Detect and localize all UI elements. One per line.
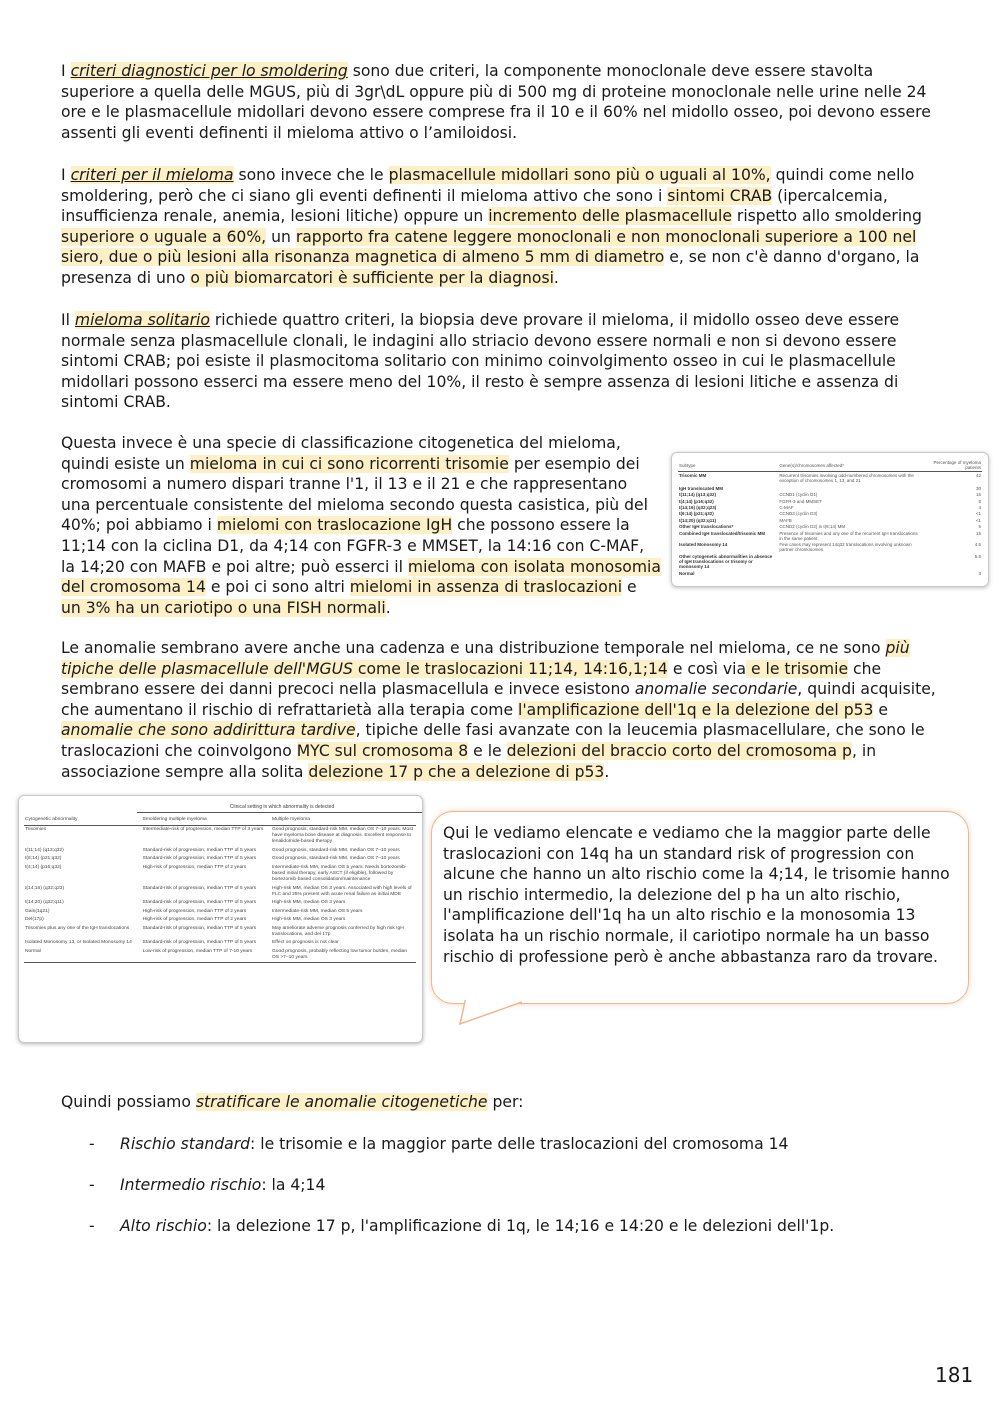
highlight-span: rapporto fra catene leggere monoclonali e non monoclonali superiore a 100 nel siero, due o più lesioni alla risonanza magnetica di almeno 5 mm di diametro [61,227,917,267]
table-row [24,884,416,899]
highlight-span: l'amplificazione dell'1q e la delezione del p53 [518,700,874,719]
table-cell: MAFB [779,517,792,523]
table-cell: May ameliorate adverse prognosis conferred by high risk IgH translocations, and del 17p [271,925,404,937]
table-header-row [24,815,416,826]
table-cell: t(6;14) (p21;q32) [25,856,62,862]
table-cell: Isolated Monosomy 13, or Isolated Monosomy 14 [25,940,132,946]
table-cell: Good prognosis, probably reflecting low tumor burden, median OS >7–10 years [271,947,416,962]
table-cell: <1 [975,517,981,523]
table-cell: High-risk of progression, median TTP of 2 years [142,917,247,923]
highlight-smoldering-criteria: criteri diagnostici per lo smoldering [70,62,348,80]
table-cell: t(11;14) (q13;q32) [25,847,64,853]
text-span: quindi come nello smoldering, però che ci siano gli eventi definenti il mieloma attivo che sono i [61,166,915,205]
table-cell [778,553,921,570]
callout-tail [456,996,536,1026]
text-span: e [622,578,637,597]
table-cell: Good prognosis, standard-risk MM, median OS 7–10 years [271,847,400,853]
highlight-span: plasmacellule midollari sono più o uguali al 10%, [388,166,771,184]
table-cell: 5 [978,524,981,530]
table-cell: t(14;16) (q32;q23) [25,885,65,891]
highlight-span: delezione 17 p che a delezione di p53 [308,762,605,781]
table-cell [778,570,921,576]
table-cell: 15 [975,530,981,536]
text-span: . [553,268,559,287]
text-span: che possono essere la 11;14 con la ciclina D1, da 4;14 con FGFR-3 e MMSET, la 14:16 con C-MAF, la 14;20 con MAFB e poi altre; può esserci il [61,516,645,576]
bullet-dash: - [89,1217,95,1235]
list-item [89,1175,949,1195]
table-row [678,553,982,570]
table-cell: <1 [975,511,981,517]
table-row [678,472,982,484]
column-header: Smoldering multiple myeloma [142,815,271,826]
text-span: che sembrano essere dei danni precoci nella plasmacellula e invece esistono [61,659,882,699]
table-row [24,826,416,847]
table-cell: Standard-risk of progression, median TTP of 5 years [142,940,257,946]
table-cell: Intermediate-risk of progression, median TTP of 3 years [142,827,264,833]
column-header: Cytogenetic abnormality [24,815,142,826]
paragraph-temporal-distribution [61,638,941,782]
table-row [24,907,416,915]
column-header: Percentage of myeloma patients [921,459,982,472]
highlight-span: o più biomarcatori è sufficiente per la diagnosi [190,268,554,287]
table-cell: Other cytogenetic abnormalities in absence of IgH translocations or trisomy or monosomy 14 [679,553,773,570]
text-span: e poi ci sono altri [205,578,350,597]
table-cell: t(14;20) (q32;q11) [25,900,64,906]
table-cell: 3 [978,570,981,576]
text-span: un [266,227,296,246]
table-cell: FGFR-3 and MMSET [779,498,822,504]
table-cell: Standard-risk of progression, median TTP of 5 years [142,925,257,931]
table-cell: Good prognosis, standard-risk MM, median OS 7–10 years [271,856,400,862]
table-cell: t(11;14) (q13;q32) [679,492,717,498]
table-cell: 15 [975,492,981,498]
table-header-row [678,459,982,472]
bullet-text: : la delezione 17 p, l'amplificazione di 1q, le 14;16 e 14:20 e le delezioni dell'1p. [206,1217,835,1235]
paragraph-cytogenetic-classification [61,433,661,618]
bullet-term: Alto rischio [120,1217,207,1235]
table-caption: Clinical setting in which abnormality is detected [137,804,423,813]
text-span: , quindi acquisite, che aumentano il rischio di refrattarietà alla terapia come [61,680,936,719]
table-cell: Trisomies [25,827,47,833]
table-cell: Low-risk of progression, median TTP of 7-10 years [142,947,271,962]
table-cell: 5.5 [974,553,981,559]
table-cell: t(4;14) (p16;q32) [679,498,714,504]
table-cell: Isolated Monosomy 14 [679,542,728,548]
text-span: e [873,700,888,719]
table-cell: t(6;14) (p21;q32) [679,511,714,517]
subtypes-table-body [678,472,982,576]
table-cell: High-risk of progression, median TTP of 2 years [142,864,247,870]
table-cell: 4 [978,504,981,510]
table-cell: t(4;14) (p16;q32) [25,864,62,870]
table-row [678,530,982,542]
table-row [678,570,982,576]
highlight-span: anomalie che sono addirittura tardive [61,721,356,740]
text-span: sono due criteri, la componente monoclonale deve essere stavolta superiore a quella delle MGUS, più di 3gr\dL oppure più di 500 mg di proteine monoclonale nelle urine nelle 24 ore e le plasmacellule midollari devono essere comprese fra il 10 e il 60% nel midollo osseo, poi devono essere assenti gli eventi definenti il mieloma attivo o l’amiloidosi. [61,62,931,142]
table-cell: Del(17p) [25,917,44,923]
text-span: per: [487,1093,524,1111]
table-cell: t(14;16) (q32;q23) [679,504,717,510]
table-cell: t(14;20) (q32;q11) [679,517,717,523]
text-span: (ipercalcemia, insufficienza renale, anemia, lesioni litiche) oppure un [61,186,888,226]
highlight-span: superiore o uguale a 60%, [61,227,267,246]
highlight-span: mielomi con traslocazione IgH [216,516,453,535]
table-cell: Standard-risk of progression, median TTP of 5 years [142,900,257,906]
highlight-span: sintomi CRAB [667,186,773,205]
bullet-term: Intermedio rischio [120,1176,262,1194]
table-cell: 4.5 [974,542,981,548]
table-cell: Few cases may represent 14q32 translocations involving unknown partner chromosomes [779,542,912,553]
bullet-dash: - [89,1135,95,1153]
paragraph-smoldering: I criteri diagnostici per lo smoldering sono due criteri, la componente monoclonale deve essere stavolta superiore a quella delle MGUS, più di 3gr\dL oppure più di 500 mg di proteine monoclonale nelle urine nelle 24 ore e le plasmacellule midollari devono essere comprese fra il 10 e il 60% nel midollo osseo, poi devono essere assenti gli eventi definenti il mieloma attivo o l’amiloidosi. [61,62,931,142]
column-header: Gene(s)/chromosomes affected* [778,459,921,472]
text-span: rispetto allo smoldering [731,207,922,226]
table-row [24,924,416,939]
highlight-span: mieloma in cui ci sono ricorrenti trisomie [189,454,509,473]
paragraph-stratification [61,1092,941,1113]
table-cell: Trisomies plus any one of the IgH translocations [25,925,130,931]
list-item [89,1216,949,1236]
text-span: . [604,762,610,781]
table-row [24,899,416,907]
table-cell: High-risk MM, median OS 3 years [271,917,346,923]
table-cell: Intermediate-risk MM, median OS 5 years [271,908,363,914]
table-cell: Intermediate-risk MM, median OS 5 years. Needs bortezomib-based initial therapy, early ASCT (if eligible), followed by bortezomib-based consolidation/maintenance [271,864,407,883]
italic-span: anomalie secondarie [634,680,798,699]
text-span: Quindi possiamo [61,1093,196,1111]
table-cell: CCND1 (cyclin D1) [779,492,818,498]
clinical-setting-table-body [24,826,416,963]
text-span: . [385,598,391,617]
figure-cytogenetic-subtypes-table [671,452,989,587]
table-cell: 30 [975,485,981,491]
text-span: sono invece che le [233,166,389,184]
bullet-term: Rischio standard [120,1135,251,1153]
table-cell: Normal [24,947,142,962]
table-cell: Recurrent trisomies involving odd-numbered chromosomes with the exception of chromosomes 1, 13, and 21 [779,473,914,484]
highlight-myeloma-criteria: criteri per il mieloma [70,166,234,184]
table-cell: Good prognosis, standard-risk MM, median OS 7–10 years. Most have myeloma bone disease at diagnosis. Excellent response to lenalidomide-based therapy [271,827,414,845]
table-cell: 6 [978,498,981,504]
bullet-text: : la 4;14 [261,1176,326,1194]
highlight-solitary-myeloma: mieloma solitario [74,311,210,329]
text-span: I [61,166,71,184]
table-cell: Standard-risk of progression, median TTP of 5 years [142,885,257,891]
bullet-dash: - [89,1176,95,1194]
text-span: , in associazione sempre alla solita [61,741,877,781]
table-row [24,916,416,924]
table-row [24,855,416,863]
subtypes-table [678,459,982,576]
highlight-span: MYC sul cromosoma 8 [296,741,469,760]
highlight-span: come le traslocazioni 11;14, 14:16,1;14 [352,659,668,678]
table-cell: Other IgH translocations* [679,524,734,530]
list-item [89,1134,949,1154]
highlight-span: un 3% ha un cariotipo o una FISH normali [61,598,386,617]
highlight-span: stratificare le anomalie citogenetiche [195,1093,488,1111]
table-row [24,939,416,947]
column-header: Multiple myeloma [271,815,416,826]
table-cell: High-risk of progression, median TTP of 2 years [142,908,247,914]
table-cell: Trisomic MM [679,473,707,478]
table-cell: CCND2 (cyclin D2) in t(8;14) MM [779,524,846,530]
table-cell: C-MAF [779,504,794,510]
table-row [678,542,982,554]
table-cell: CCND3 (cyclin D3) [779,511,818,517]
text-span: Questa invece è una specie di classificazione citogenetica del mieloma, quindi esiste un [61,434,621,473]
text-span: e le [468,741,507,760]
text-span: Le anomalie sembrano avere anche una cadenza e una distribuzione temporale nel mieloma, ce ne sono [61,639,886,657]
table-cell: Combined IgH translocated/trisomic MM [679,530,766,536]
table-cell: High-risk MM, median OS 3 years [271,900,346,906]
highlight-span: più tipiche delle plasmacellule dell'MGUS [61,639,910,678]
table-cell: Presence of trisomies and any one of the recurrent IgH translocations in the same patient [779,530,918,541]
page-number: 181 [935,1363,974,1387]
text-span: per esempio dei cromosomi a numero dispari tranne l'1, il 13 e il 21 e che rappresentano una percentuale consistente del mieloma secondo questa casistica, più del 40%; poi abbiamo i [61,454,648,535]
table-cell: Standard-risk of progression, median TTP of 5 years [142,847,257,853]
text-span: e, se non c'è danno d'organo, la presenza di uno [61,248,920,287]
highlight-span: e le trisomie [746,659,849,678]
clinical-setting-table [24,815,416,963]
text-span: e così via [667,659,747,678]
table-cell: Normal [679,570,695,576]
table-row [24,864,416,885]
callout-text: Qui le vediamo elencate e vediamo che la maggior parte delle traslocazioni con 14q ha un standard risk of progression con alcune che hanno un alto rischio come la 4;14, le trisomie hanno un rischio intermedio, la delezione del p ha un alto rischio, l'amplificazione dell'1q ha un alto rischio e la monosomia 13 isolata ha un rischio normale, il cariotipo normale ha un basso rischio di professione però è anche abbastanza raro da trovare. [443,824,950,966]
table-cell: 42 [975,473,981,478]
table-cell: Effect on prognosis is not clear [271,940,339,946]
highlight-span: mieloma con isolata monosomia del cromosoma 14 [61,557,661,597]
table-cell: IgH translocated MM [679,485,724,491]
bullet-text: : le trisomie e la maggior parte delle traslocazioni del cromosoma 14 [250,1135,789,1153]
table-row [24,947,416,962]
highlight-span: delezioni del braccio corto del cromosoma p [506,741,852,760]
highlight-span: incremento delle plasmacellule [488,207,732,226]
table-cell: High-risk MM, median OS 3 years. Associated with high levels of FLC and 25% present with acute renal failure as initial MDE [271,885,412,897]
paragraph-solitary-myeloma [61,310,941,413]
highlight-span: mielomi in assenza di traslocazioni [349,578,623,597]
paragraph-myeloma-criteria [61,165,941,289]
table-row [24,847,416,855]
text-span: richiede quattro criteri, la biopsia deve provare il mieloma, il midollo osseo deve essere normale senza plasmacellule clonali, le indagini allo striacio devono essere normali e non si devono essere sintomi CRAB; poi esiste il plasmocitoma solitario con minimo coinvolgimento osseo in cui le plasmacellule midollari possono esserci ma essere meno del 10%, il resto è sempre assenza di lesioni litiche e assenza di sintomi CRAB. [61,311,900,412]
column-header: Subtype [678,459,778,472]
figure-clinical-setting-table [18,795,423,1043]
table-cell: Gain(1q21) [25,908,50,914]
text-span: , tipiche delle fasi avanzate con la leucemia plasmacellulare, che sono le traslocazioni che coinvolgono [61,721,925,760]
table-cell: Standard-risk of progression, median TTP of 5 years [142,856,257,862]
text-span: Il [61,311,75,329]
